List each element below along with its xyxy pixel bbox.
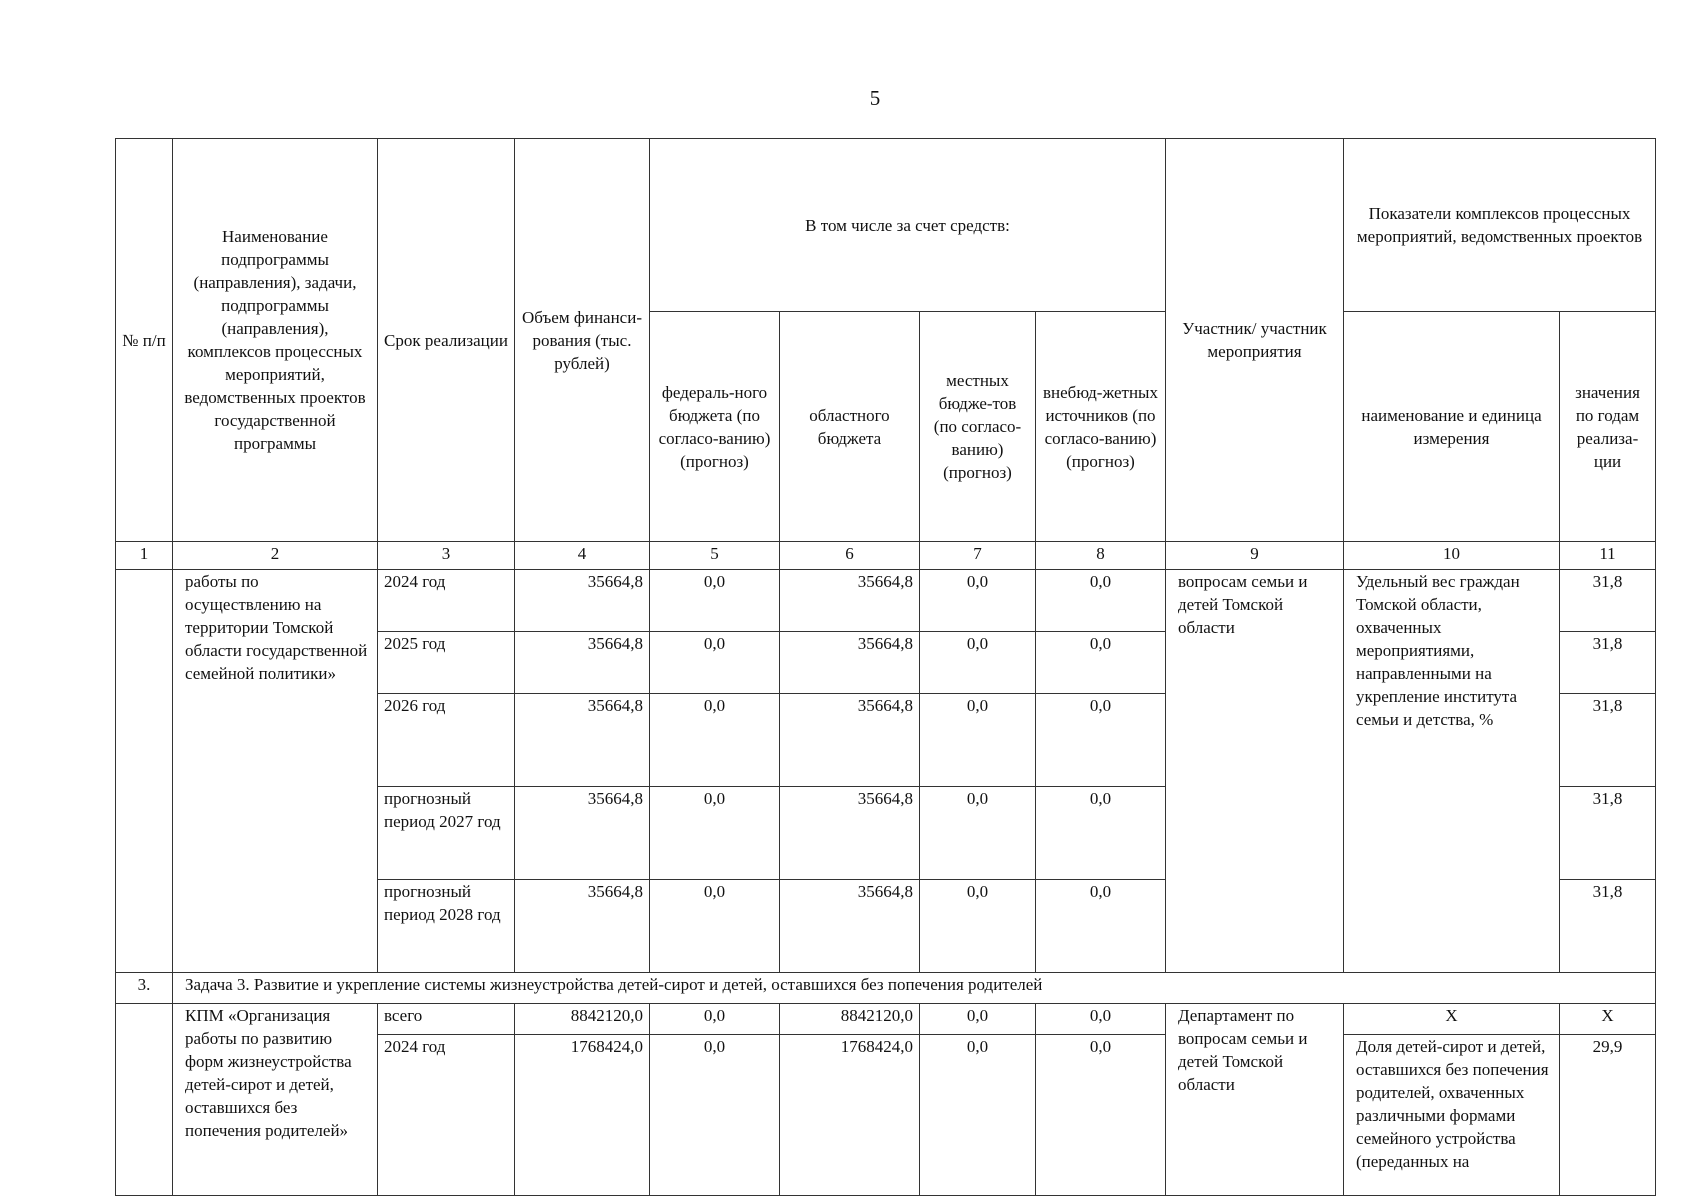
extra-cell: 0,0 (1036, 570, 1166, 632)
program-name-cell: КПМ «Организация работы по развитию форм жизнеустройства детей-сирот и детей, оставшихся без попечения родителей» (173, 1004, 378, 1196)
header-indicators-group: Показатели комплексов процессных мероприятий, ведомственных проектов (1344, 139, 1656, 312)
total-cell: 35664,8 (515, 694, 650, 787)
row-number-cell (116, 1004, 173, 1196)
regional-cell: 35664,8 (780, 787, 920, 880)
header-funds-group: В том числе за счет средств: (650, 139, 1166, 312)
indicator-value-cell: 29,9 (1560, 1035, 1656, 1196)
financing-table (115, 138, 1656, 1196)
period-cell: всего (378, 1004, 515, 1035)
task-title: Задача 3. Развитие и укрепление системы жизнеустройства детей-сирот и детей, оставшихся без попечения родителей (173, 973, 1656, 1004)
header-total: Объем финанси-рования (тыс. рублей) (515, 139, 650, 542)
period-cell: прогнозный период 2027 год (378, 787, 515, 880)
period-cell: 2024 год (378, 1035, 515, 1196)
federal-cell: 0,0 (650, 570, 780, 632)
period-cell: 2025 год (378, 632, 515, 694)
header-period: Срок реализации (378, 139, 515, 542)
column-number: 5 (650, 542, 780, 570)
program-name-cell: работы по осуществлению на территории Томской области государственной семейной политики» (173, 570, 378, 973)
header-federal: федераль-ного бюджета (по согласо-ванию) (прогноз) (650, 312, 780, 542)
indicator-value-cell: Х (1560, 1004, 1656, 1035)
extra-cell: 0,0 (1036, 694, 1166, 787)
regional-cell: 8842120,0 (780, 1004, 920, 1035)
header-number: № п/п (116, 139, 173, 542)
federal-cell: 0,0 (650, 1035, 780, 1196)
period-cell: 2024 год (378, 570, 515, 632)
header-extra: внебюд-жетных источников (по согласо-ванию) (прогноз) (1036, 312, 1166, 542)
local-cell: 0,0 (920, 787, 1036, 880)
federal-cell: 0,0 (650, 880, 780, 973)
extra-cell: 0,0 (1036, 632, 1166, 694)
extra-cell: 0,0 (1036, 787, 1166, 880)
regional-cell: 35664,8 (780, 570, 920, 632)
row-number-cell (116, 570, 173, 973)
indicator-value-cell: 31,8 (1560, 787, 1656, 880)
local-cell: 0,0 (920, 1004, 1036, 1035)
period-cell: прогнозный период 2028 год (378, 880, 515, 973)
header-local: местных бюдже-тов (по согласо-ванию) (прогноз) (920, 312, 1036, 542)
local-cell: 0,0 (920, 694, 1036, 787)
table-row (116, 1004, 1656, 1035)
regional-cell: 35664,8 (780, 632, 920, 694)
total-cell: 35664,8 (515, 570, 650, 632)
column-number: 7 (920, 542, 1036, 570)
federal-cell: 0,0 (650, 632, 780, 694)
local-cell: 0,0 (920, 880, 1036, 973)
column-number: 10 (1344, 542, 1560, 570)
indicator-name-cell: Удельный вес граждан Томской области, охваченных мероприятиями, направленными на укрепление института семьи и детства, % (1344, 570, 1560, 973)
table-row (116, 570, 1656, 632)
local-cell: 0,0 (920, 1035, 1036, 1196)
header-indicator-name: наименование и единица измерения (1344, 312, 1560, 542)
local-cell: 0,0 (920, 570, 1036, 632)
column-number: 11 (1560, 542, 1656, 570)
federal-cell: 0,0 (650, 1004, 780, 1035)
page-number: 5 (869, 86, 881, 110)
local-cell: 0,0 (920, 632, 1036, 694)
regional-cell: 35664,8 (780, 880, 920, 973)
column-number: 2 (173, 542, 378, 570)
indicator-value-cell: 31,8 (1560, 632, 1656, 694)
total-cell: 1768424,0 (515, 1035, 650, 1196)
extra-cell: 0,0 (1036, 1004, 1166, 1035)
period-cell: 2026 год (378, 694, 515, 787)
participant-cell: вопросам семьи и детей Томской области (1166, 570, 1344, 973)
task-row (116, 973, 1656, 1004)
column-number: 3 (378, 542, 515, 570)
column-number: 8 (1036, 542, 1166, 570)
column-number: 1 (116, 542, 173, 570)
column-number: 4 (515, 542, 650, 570)
column-numbers-row (116, 542, 1656, 570)
task-number: 3. (116, 973, 173, 1004)
header-participant: Участник/ участник мероприятия (1166, 139, 1344, 542)
indicator-value-cell: 31,8 (1560, 694, 1656, 787)
header-regional: областного бюджета (780, 312, 920, 542)
total-cell: 35664,8 (515, 787, 650, 880)
column-number: 9 (1166, 542, 1344, 570)
federal-cell: 0,0 (650, 787, 780, 880)
regional-cell: 1768424,0 (780, 1035, 920, 1196)
indicator-name-cell: Доля детей-сирот и детей, оставшихся без попечения родителей, охваченных различными формами семейного устройства (переданных на (1344, 1035, 1560, 1196)
indicator-name-cell: Х (1344, 1004, 1560, 1035)
total-cell: 8842120,0 (515, 1004, 650, 1035)
total-cell: 35664,8 (515, 632, 650, 694)
indicator-value-cell: 31,8 (1560, 570, 1656, 632)
column-number: 6 (780, 542, 920, 570)
total-cell: 35664,8 (515, 880, 650, 973)
extra-cell: 0,0 (1036, 1035, 1166, 1196)
header-name: Наименование подпрограммы (направления), задачи, подпрограммы (направления), комплексов процессных мероприятий, ведомственных проектов государственной программы (173, 139, 378, 542)
participant-cell: Департамент по вопросам семьи и детей Томской области (1166, 1004, 1344, 1196)
federal-cell: 0,0 (650, 694, 780, 787)
extra-cell: 0,0 (1036, 880, 1166, 973)
regional-cell: 35664,8 (780, 694, 920, 787)
indicator-value-cell: 31,8 (1560, 880, 1656, 973)
header-indicator-values: значения по годам реализа-ции (1560, 312, 1656, 542)
